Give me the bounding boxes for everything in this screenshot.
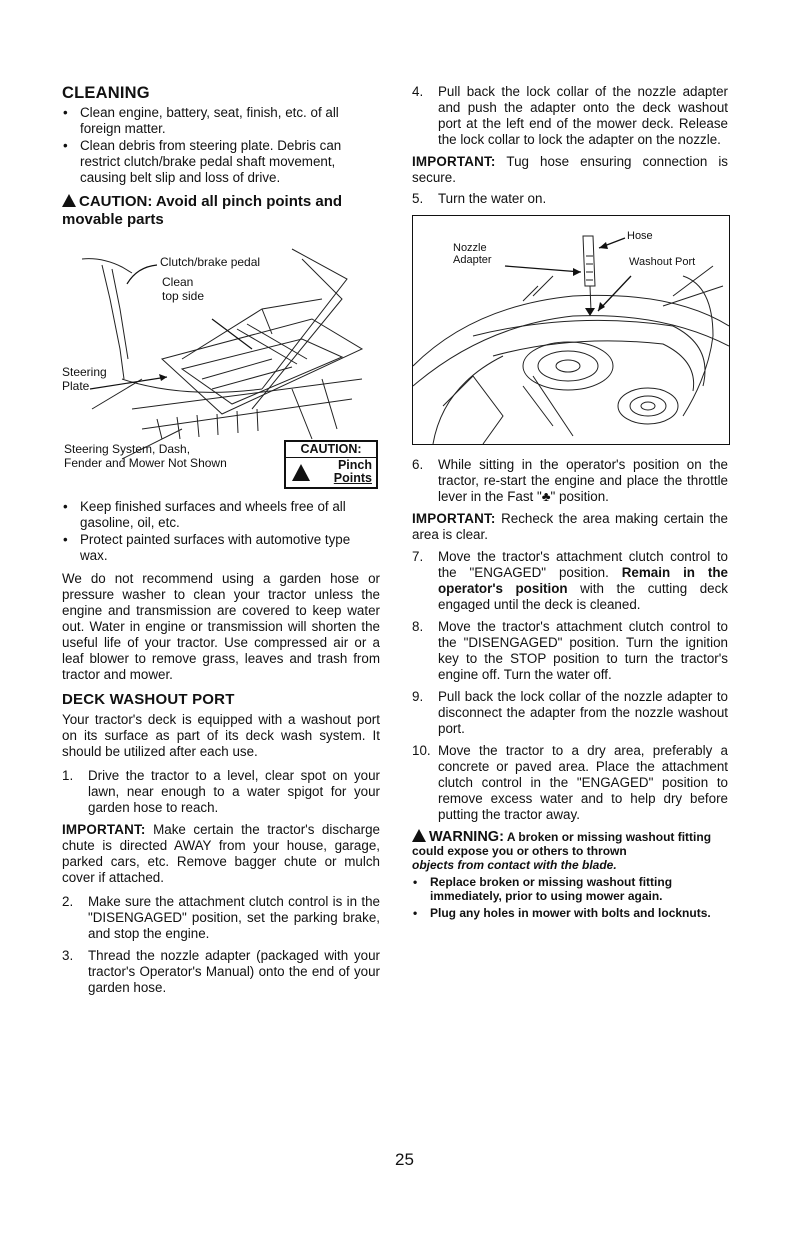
washout-port-figure — [412, 215, 730, 445]
warning-triangle-icon — [412, 829, 426, 842]
points-word: Points — [333, 471, 372, 485]
list-item: • Clean debris from steering plate. Debris can restrict clutch/brake pedal shaft movement, causing belt slip and loss of drive. — [62, 138, 380, 186]
list-item: • Plug any holes in mower with bolts and locknuts. — [412, 906, 728, 920]
step-text: Thread the nozzle adapter (packaged with your tractor's Operator's Manual) onto the end of your garden hose. — [88, 948, 380, 995]
deck-washout-paragraph: Your tractor's deck is equipped with a washout port on its surface as part of its deck wash system. It should be utilized after each use. — [62, 712, 380, 759]
step-text: Drive the tractor to a level, clear spot on your lawn, near enough to a water spigot for your garden hose to reach. — [88, 768, 380, 815]
warning-notice — [412, 829, 728, 920]
step-text: Pull back the lock collar of the nozzle adapter and push the adapter onto the deck washout port at the left end of the mower deck. Release the lock collar to lock the adapter on the nozzle. — [438, 84, 728, 147]
step-text: Turn the water on. — [438, 191, 547, 206]
step-6 — [412, 457, 728, 505]
list-item: • Protect painted surfaces with automotive type wax. — [62, 532, 380, 564]
plate-label: Plate — [62, 379, 90, 393]
step-8 — [412, 619, 728, 683]
warning-triangle-icon — [292, 464, 310, 481]
warning-list — [412, 875, 728, 920]
clutch-brake-pedal-label: Clutch/brake pedal — [160, 255, 261, 269]
step-number: 9. — [412, 689, 424, 704]
hose-label: Hose — [627, 230, 653, 242]
step-3 — [62, 948, 380, 996]
important-note-1 — [62, 822, 380, 886]
important-label: IMPORTANT: — [62, 822, 146, 837]
step-emphasis: Remain in the operator's position — [438, 565, 728, 596]
step-text: with the cutting deck engaged until the deck is cleaned. — [438, 581, 728, 612]
important-label: IMPORTANT: — [412, 511, 496, 526]
step-number: 8. — [412, 619, 424, 634]
important-label: IMPORTANT: — [412, 154, 496, 169]
cleaning-heading: CLEANING — [62, 84, 150, 102]
step-number: 5. — [412, 191, 424, 206]
important-note-3 — [412, 511, 728, 543]
step-7 — [412, 549, 728, 613]
step-text: Move the tractor's attachment clutch control to the "ENGAGED" position. — [438, 549, 728, 580]
important-note-2 — [412, 154, 728, 186]
list-item: • Clean engine, battery, seat, finish, etc. of all foreign matter. — [62, 105, 380, 137]
important-text: Make certain the tractor's discharge chute is directed AWAY from your house, garage, parked cars, etc. Remove bagger chute or mulch cover if attached. — [62, 822, 380, 885]
warning-text: A broken or missing washout fitting could expose you or others to thrown — [412, 830, 712, 858]
caution-text: CAUTION: Avoid all pinch points and movable parts — [62, 193, 343, 228]
list-item: • Replace broken or missing washout fitting immediately, prior to using mower again. — [412, 875, 728, 903]
warning-subtext: objects from contact with the blade. — [412, 858, 617, 872]
step-9 — [412, 689, 728, 737]
deck-washout-heading: DECK WASHOUT PORT — [62, 691, 235, 708]
step-number: 4. — [412, 84, 424, 99]
top-side-label: top side — [162, 289, 205, 303]
caution-notice — [62, 193, 380, 229]
washout-port-label: Washout Port — [629, 256, 696, 268]
finish-care-list — [62, 499, 380, 564]
figure-caption-line2: Fender and Mower Not Shown — [64, 456, 227, 470]
pinch-points-label — [284, 440, 378, 489]
step-4 — [412, 84, 728, 148]
step-number: 1. — [62, 768, 74, 783]
important-text: Tug hose ensuring connection is secure. — [412, 154, 728, 185]
hose-warning-paragraph: We do not recommend using a garden hose or pressure washer to clean your tractor unless the engine and transmission are covered to keep water out. Water in engine or transmission will shorten the useful life of your tractor. Use compressed air or a leaf blower to remove grass, leaves and trash from tractor and mower. — [62, 571, 380, 682]
adapter-label: Adapter — [453, 254, 492, 266]
step-text: While sitting in the operator's position on the tractor, re-start the engine and place the throttle lever in the Fast "♣" position. — [438, 457, 728, 504]
right-column — [412, 84, 728, 927]
nozzle-label: Nozzle — [453, 242, 487, 254]
pinch-caution-header: CAUTION: — [286, 442, 376, 458]
pinch-word: Pinch — [337, 458, 372, 472]
step-number: 7. — [412, 549, 424, 564]
step-1 — [62, 768, 380, 816]
step-number: 2. — [62, 894, 74, 909]
cleaning-list — [62, 105, 380, 186]
warning-heading: WARNING: — [429, 829, 504, 845]
left-column — [62, 84, 380, 1002]
figure-caption-line1: Steering System, Dash, — [64, 442, 191, 456]
step-text: Move the tractor to a dry area, preferably a concrete or paved area. Place the attachment clutch control in the "ENGAGED" position to remove excess water and to help dry before putting the tractor away. — [438, 743, 728, 822]
clean-label: Clean — [162, 275, 194, 289]
step-text: Make sure the attachment clutch control is in the "DISENGAGED" position, set the parking brake, and stop the engine. — [88, 894, 380, 941]
step-10 — [412, 743, 728, 823]
warning-triangle-icon — [62, 194, 76, 207]
steering-label: Steering — [62, 365, 107, 379]
step-2 — [62, 894, 380, 942]
step-number: 3. — [62, 948, 74, 963]
step-number: 6. — [412, 457, 424, 472]
list-item: • Keep finished surfaces and wheels free of all gasoline, oil, etc. — [62, 499, 380, 531]
step-text: Move the tractor's attachment clutch control to the "DISENGAGED" position. Turn the ignition key to the STOP position to turn the tractor's engine off. Turn the water off. — [438, 619, 728, 682]
page-number: 25 — [395, 1150, 414, 1169]
step-5 — [412, 191, 728, 207]
step-text: Pull back the lock collar of the nozzle adapter to disconnect the adapter from the nozzle washout port. — [438, 689, 728, 736]
step-number: 10. — [412, 743, 431, 758]
important-text: Recheck the area making certain the area is clear. — [412, 511, 728, 542]
steering-plate-figure — [62, 239, 380, 489]
